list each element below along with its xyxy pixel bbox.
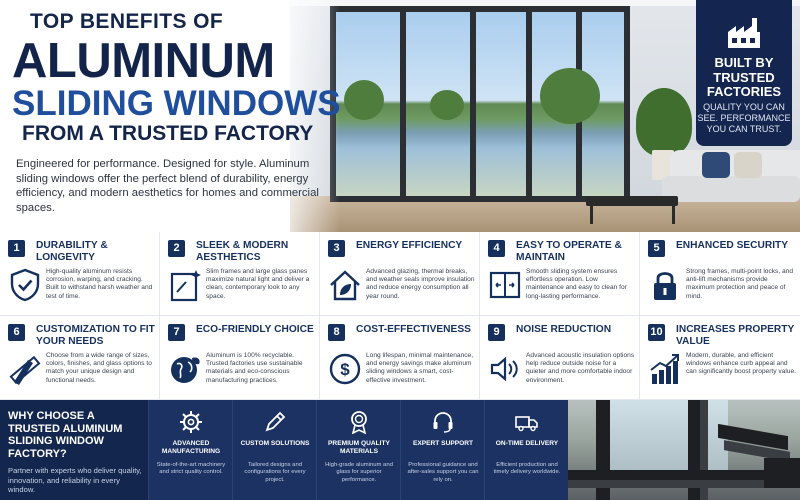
benefit-title: ENERGY EFFICIENCY <box>356 240 463 251</box>
benefit-number: 4 <box>488 240 505 257</box>
service-text: High-grade aluminum and glass for superior performance. <box>325 462 393 483</box>
benefit-description: Modern, durable, and efficient windows enhance curb appeal and can significantly boost property value. <box>686 352 796 376</box>
benefit-card-6 <box>0 316 160 400</box>
hero-section <box>0 0 800 232</box>
service-custom-solutions <box>232 400 316 500</box>
benefit-title: ENHANCED SECURITY <box>676 240 789 251</box>
benefit-number: 9 <box>488 324 505 341</box>
benefit-title: COST-EFFECTIVENESS <box>356 324 471 335</box>
title-aluminum: ALUMINUM <box>12 34 275 88</box>
benefit-number: 10 <box>648 324 665 341</box>
why-choose-band <box>0 400 800 500</box>
benefit-description: Choose from a wide range of sizes, colors, finishes, and glass options to match your unique design and functional needs. <box>46 352 152 384</box>
benefit-description: Advanced acoustic insulation options help reduce outside noise for a quieter and more comfortable indoor environment. <box>526 352 635 384</box>
benefit-title: CUSTOMIZATION TO FIT YOUR NEEDS <box>36 324 155 347</box>
title-top-benefits: TOP BENEFITS OF <box>30 10 224 33</box>
benefits-grid <box>0 232 800 400</box>
benefit-description: Advanced glazing, thermal breaks, and weather seals improve insulation and reduce energy consumption all year round. <box>366 268 475 300</box>
benefit-number: 6 <box>8 324 25 341</box>
service-on-time-delivery <box>484 400 568 500</box>
speaker-waves-icon <box>488 352 522 386</box>
benefit-number: 8 <box>328 324 345 341</box>
benefit-description: High-quality aluminum resists corrosion, warping, and cracking. Built to withstand harsh weather and test of time. <box>46 268 153 300</box>
why-choose-text: Partner with experts who deliver quality, innovation, and reliability in every window. <box>8 466 142 494</box>
sliding-window-icon <box>488 268 522 302</box>
factory-icon <box>726 16 762 50</box>
title-trusted-factory: FROM A TRUSTED FACTORY <box>22 122 314 145</box>
padlock-icon <box>648 268 682 302</box>
benefit-number: 7 <box>168 324 185 341</box>
ruler-pencil-icon <box>8 352 42 386</box>
shield-check-icon <box>8 268 42 302</box>
benefit-card-8 <box>320 316 480 400</box>
pencil-icon <box>263 410 287 434</box>
service-text: Professional guidance and after-sales support you can rely on. <box>407 462 479 483</box>
benefit-number: 5 <box>648 240 665 257</box>
benefit-description: Aluminum is 100% recyclable. Trusted factories use sustainable materials and eco-conscious manufacturing practices. <box>206 352 303 384</box>
gear-icon <box>179 410 203 434</box>
service-title: CUSTOM SOLUTIONS <box>240 440 310 447</box>
benefit-card-10 <box>640 316 800 400</box>
benefit-title: NOISE REDUCTION <box>516 324 612 335</box>
benefit-description: Smooth sliding system ensures effortless operation. Low maintenance and easy to clean for long-lasting performance. <box>526 268 627 300</box>
service-premium-materials <box>316 400 400 500</box>
benefit-number: 3 <box>328 240 345 257</box>
delivery-truck-icon <box>515 410 539 434</box>
service-advanced-manufacturing <box>148 400 232 500</box>
aluminum-frame-closeup-photo <box>568 400 800 500</box>
globe-leaf-icon <box>168 352 202 386</box>
svg-text:$: $ <box>340 360 350 379</box>
benefit-card-5 <box>640 232 800 316</box>
window-sparkle-icon <box>168 268 202 302</box>
intro-paragraph: Engineered for performance. Designed for style. Aluminum sliding windows offer the perfect blend of durability, energy efficiency, and modern aesthetics for homes and commercial spaces. <box>16 158 319 214</box>
award-medal-icon <box>347 410 371 434</box>
service-title: EXPERT SUPPORT <box>412 440 474 447</box>
dollar-coin-icon <box>328 352 362 386</box>
why-choose-panel <box>0 400 148 500</box>
benefit-card-4 <box>480 232 640 316</box>
service-text: Efficient production and timely delivery worldwide. <box>493 462 561 476</box>
why-choose-title: WHY CHOOSE A TRUSTED ALUMINUM SLIDING WINDOW FACTORY? <box>8 410 123 460</box>
plant-decor <box>636 88 692 156</box>
benefit-number: 1 <box>8 240 25 257</box>
growth-chart-icon <box>648 352 682 386</box>
sliding-window-glass-wall <box>330 6 630 202</box>
benefit-title: INCREASES PROPERTY VALUE <box>676 324 795 347</box>
service-title: ADVANCED MANUFACTURING <box>161 440 221 456</box>
coffee-table <box>586 196 678 206</box>
title-sliding-windows: SLIDING WINDOWS <box>12 84 341 123</box>
service-text: Tailored designs and configurations for every project. <box>244 462 306 483</box>
service-expert-support <box>400 400 484 500</box>
badge-subtitle: QUALITY YOU CAN SEE. PERFORMANCE YOU CAN TRUST. <box>697 102 791 134</box>
benefit-description: Strong frames, multi-point locks, and anti-lift mechanisms provide maximum protection and peace of mind. <box>686 268 794 300</box>
benefit-number: 2 <box>168 240 185 257</box>
service-text: State-of-the-art machinery and strict quality control. <box>156 462 226 476</box>
benefit-description: Slim frames and large glass panes maximize natural light and deliver a clean, contemporary look to any space. <box>206 268 310 300</box>
badge-title: BUILT BY TRUSTED FACTORIES <box>706 55 782 99</box>
hero-text-panel <box>0 0 340 232</box>
benefit-card-9 <box>480 316 640 400</box>
benefit-description: Long lifespan, minimal maintenance, and energy savings make aluminum sliding windows a smart, cost-effective investment. <box>366 352 474 384</box>
headset-icon <box>431 410 455 434</box>
benefit-card-2 <box>160 232 320 316</box>
benefit-card-1 <box>0 232 160 316</box>
service-title: ON-TIME DELIVERY <box>495 440 559 447</box>
benefit-card-7 <box>160 316 320 400</box>
benefit-title: EASY TO OPERATE & MAINTAIN <box>516 240 622 263</box>
benefit-card-3 <box>320 232 480 316</box>
benefit-title: ECO-FRIENDLY CHOICE <box>196 324 314 335</box>
benefit-title: DURABILITY & LONGEVITY <box>36 240 108 263</box>
eco-house-icon <box>328 268 362 302</box>
benefit-title: SLEEK & MODERN AESTHETICS <box>196 240 289 263</box>
trusted-factories-badge <box>696 0 792 146</box>
service-title: PREMIUM QUALITY MATERIALS <box>328 440 390 456</box>
